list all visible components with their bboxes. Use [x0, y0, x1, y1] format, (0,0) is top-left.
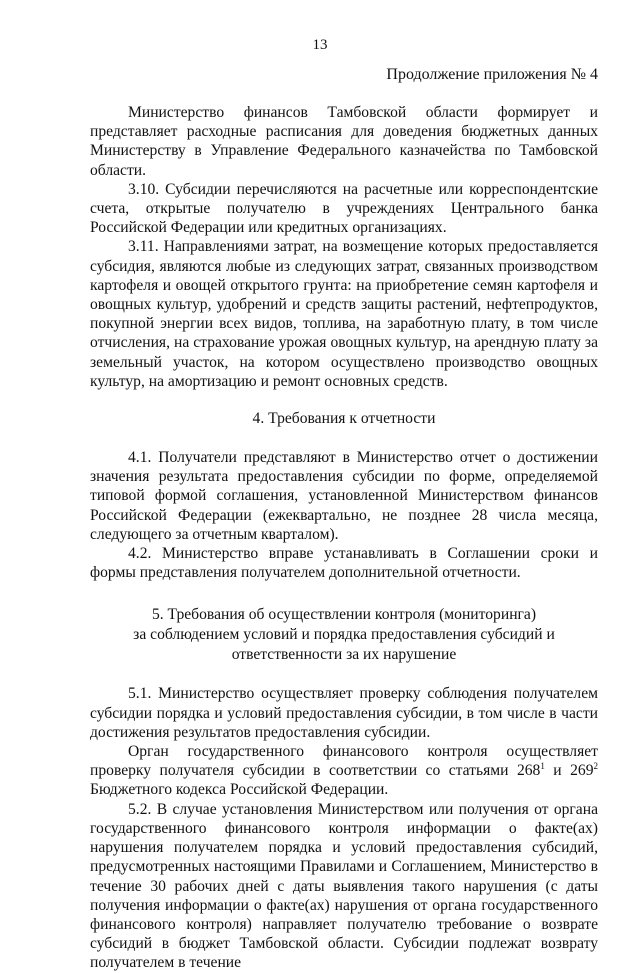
paragraph-5-1: 5.1. Министерство осуществляет проверку соблюдения получателем субсидии порядка и условий предоставления субсидии, в том числе в части достижения результатов предоставления субсидии. [90, 685, 598, 741]
page-number: 13 [312, 37, 328, 53]
paragraph-4-2: 4.2. Министерство вправе устанавливать в Соглашении сроки и формы представления получателем дополнительной отчетности. [90, 545, 598, 582]
appendix-note: Продолжение приложения № 4 [386, 66, 598, 83]
section-5-title-line-3: ответственности за их нарушение [231, 646, 457, 664]
article-269-superscript: 2 [593, 761, 598, 772]
document-body [90, 103, 598, 973]
section-4-title: 4. Требования к отчетности [252, 410, 436, 428]
paragraph-4-1: 4.1. Получатели представляют в Министерство отчет о достижении значения результата предоставления субсидии по форме, определяемой типовой формой соглашения, установленной Министерством финансов Российской Федерации (ежеквартально, не позднее 28 числа месяца, следующего за отчетным кварталом). [90, 449, 598, 543]
section-5-title-line-1: 5. Требования об осуществлении контроля (мониторинга) [151, 606, 537, 624]
section-5-title [90, 605, 598, 665]
paragraph-3-10: 3.10. Субсидии перечисляются на расчетные или корреспондентские счета, открытые получателю в учреждениях Центрального банка Российской Федерации или кредитных организациях. [90, 180, 598, 237]
article-268-superscript: 1 [540, 761, 545, 772]
paragraph-5-2: 5.2. В случае установления Министерством или получения от органа государственного финансового контроля информации о факте(ах) нарушения получателем порядка и условий предоставления субсидий, предусмотренных настоящими Правилами и Соглашением, Министерство в течение 30 рабочих дней с даты выявления такого нарушения (с даты получения информации о факте(ах) нарушения от органа государственного финансового контроля) направляет получателю требование о возврате субсидий в бюджет Тамбовской области. Субсидии подлежат возврату получателем в течение [90, 800, 598, 972]
organ-text-a: Орган государственного финансового контроля осуществляет проверку получателя субсидии в соответствии со статьями 268 [90, 743, 598, 780]
section-5-title-line-2: за соблюдением условий и порядка предоставления субсидий и [133, 626, 555, 644]
paragraph-intro: Министерство финансов Тамбовской области формирует и представляет расходные расписания для доведения бюджетных данных Министерству в Управление Федерального казначейства по Тамбовской области. [90, 104, 598, 179]
paragraph-control-organ [90, 742, 598, 800]
organ-text-b: и 269 [544, 762, 594, 780]
paragraph-3-11: 3.11. Направлениями затрат, на возмещение которых предоставляется субсидия, являются любые из следующих затрат, связанных производством картофеля и овощей открытого грунта: на приобретение семян картофеля и овощных культур, удобрений и средств защиты растений, нефтепродуктов, покупной энергии всех видов, топлива, на заработную плату, в том числе отчисления, на страхование урожая овощных культур, на арендную плату за земельный участок, на котором осуществлено производство овощных культур, на амортизацию и ремонт основных средств. [90, 238, 598, 390]
organ-text-c: Бюджетного кодекса Российской Федерации. [90, 781, 389, 799]
